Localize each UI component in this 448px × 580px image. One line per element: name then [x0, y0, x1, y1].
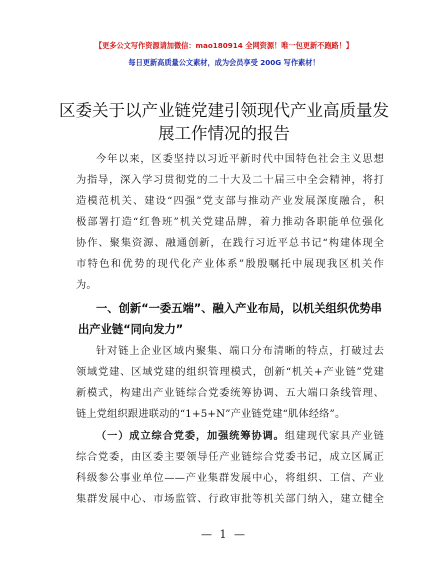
- page-number: — 1 —: [201, 528, 247, 541]
- intro-line: 为。: [76, 280, 97, 291]
- intro-line: 为指导，深入学习贯彻党的二十大及二十届三中全会精神，将打: [76, 175, 384, 186]
- intro-line: 今年以来，区委坚持以习近平新时代中国特色社会主义思想: [96, 154, 384, 165]
- promo-banner-blue: 每日更新高质量公文素材，成为会员享受 200G 写作素材！: [128, 58, 320, 67]
- subsection-line: 科级参公事业单位——产业集群发展中心，将组织、工信、产业: [76, 473, 384, 484]
- intro-line: 极部署打造“红鲁班”机关党建品牌，着力推动各职能单位强化: [76, 217, 384, 228]
- subsection-line: 集群发展中心、市场监管、行政审批等机关部门纳入，建立健全: [76, 494, 384, 505]
- section-heading-line-1: 一、创新“一委五端”、融入产业布局，以机关组织优势串: [96, 302, 382, 315]
- subsection-bold-lead: （一）成立综合党委，加强统筹协调。: [96, 431, 285, 442]
- section-paragraph-line: 新模式，构建出产业链综合党委统筹协调、五大端口条线管理、: [76, 388, 384, 399]
- promo-banner-red: 【更多公文写作资源请加微信：mao180914 全网资源！唯一包更新不跑路！】: [94, 41, 354, 50]
- subsection-line: 综合党委，由区委主要领导任产业链综合党委书记，成立区属正: [76, 452, 384, 463]
- section-paragraph-line: 领域党建、区域党建的组织管理模式，创新“机关+产业链”党建: [76, 367, 384, 378]
- document-title-line-1: 区委关于以产业链党建引领现代产业高质量发: [59, 101, 389, 120]
- section-heading-line-2: 出产业链“同向发力”: [78, 323, 184, 336]
- subsection-first-line: [96, 430, 384, 444]
- intro-line: 造模范机关、建设“四强”党支部与推动产业发展深度融合，积: [76, 196, 384, 207]
- subsection-line-rest: 组建现代家具产业链: [284, 431, 384, 442]
- section-paragraph-line: 针对链上企业区域内聚集、端口分布清晰的特点，打破过去: [96, 346, 384, 357]
- document-title-line-2: 展工作情况的报告: [158, 124, 290, 143]
- intro-line: 协作、聚集资源、融通创新，在践行习近平总书记“构建体现全: [76, 238, 384, 249]
- section-paragraph-line: 链上党组织跟进联动的“1+5+N”产业链党建“肌体经络”。: [76, 409, 346, 420]
- intro-line: 市特色和优势的现代化产业体系”殷殷嘱托中展现我区机关作: [76, 259, 384, 270]
